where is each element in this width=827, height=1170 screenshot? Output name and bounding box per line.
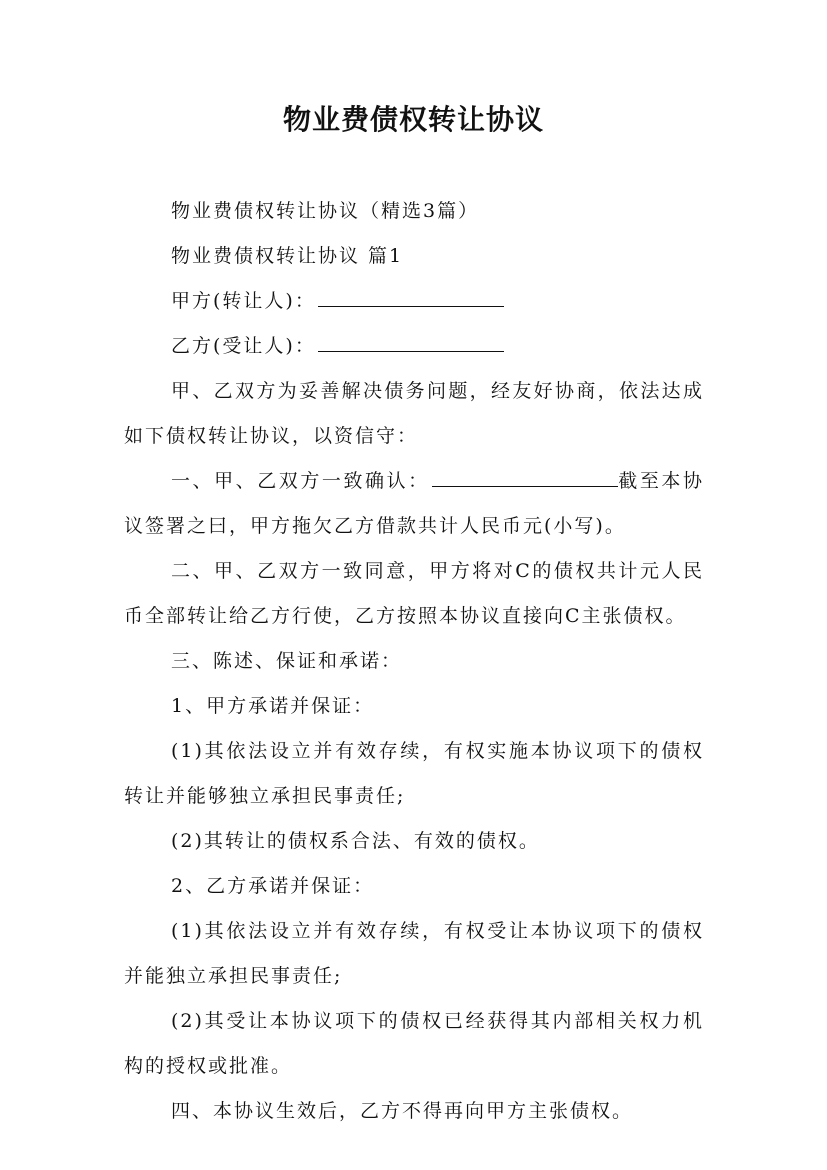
paragraph-party-b: [124, 324, 704, 369]
party-b-label: 乙方(受让人)：: [171, 335, 316, 357]
party-b-blank-line: [318, 329, 504, 352]
paragraph-clause-2: 二、甲、乙双方一致同意，甲方将对C的债权共计元人民币全部转让给乙方行使，乙方按照本协议直接向C主张债权。: [124, 560, 704, 627]
paragraph-subtitle: 物业费债权转让协议（精选3篇）: [171, 200, 480, 222]
paragraph-clause-3: 三、陈述、保证和承诺：: [171, 650, 403, 672]
paragraph-clause-3-1: 1、甲方承诺并保证：: [171, 695, 375, 717]
clause-1-lead: 一、甲、乙双方一致确认：: [171, 470, 430, 492]
paragraph-clause-4: 四、本协议生效后，乙方不得再向甲方主张债权。: [171, 1100, 634, 1122]
party-a-blank-line: [318, 284, 504, 307]
clause-1-rest: 截至本协议签署之曰，甲方拖欠乙方借款共计人民币元(小写)。: [124, 470, 704, 537]
paragraph-clause-3-1-b: (2)其转让的债权系合法、有效的债权。: [171, 830, 540, 852]
clause-1-blank-line: [432, 464, 618, 487]
document-title: 物业费债权转让协议: [282, 103, 544, 136]
paragraph-party-a: [124, 279, 704, 324]
paragraph-intro: 甲、乙双方为妥善解决债务问题，经友好协商，依法达成如下债权转让协议，以资信守：: [124, 380, 704, 447]
paragraph-section-heading: 物业费债权转让协议 篇1: [171, 245, 404, 267]
paragraph-clause-3-2: 2、乙方承诺并保证：: [171, 875, 375, 897]
paragraph-clause-1: [124, 459, 704, 549]
document-body: [124, 189, 704, 1134]
paragraph-clause-3-2-a: (1)其依法设立并有效存续，有权受让本协议项下的债权并能独立承担民事责任;: [124, 920, 704, 987]
paragraph-clause-3-1-a: (1)其依法设立并有效存续，有权实施本协议项下的债权转让并能够独立承担民事责任;: [124, 740, 704, 807]
paragraph-clause-3-2-b: (2)其受让本协议项下的债权已经获得其内部相关权力机构的授权或批准。: [124, 1010, 704, 1077]
party-a-label: 甲方(转让人)：: [171, 290, 316, 312]
